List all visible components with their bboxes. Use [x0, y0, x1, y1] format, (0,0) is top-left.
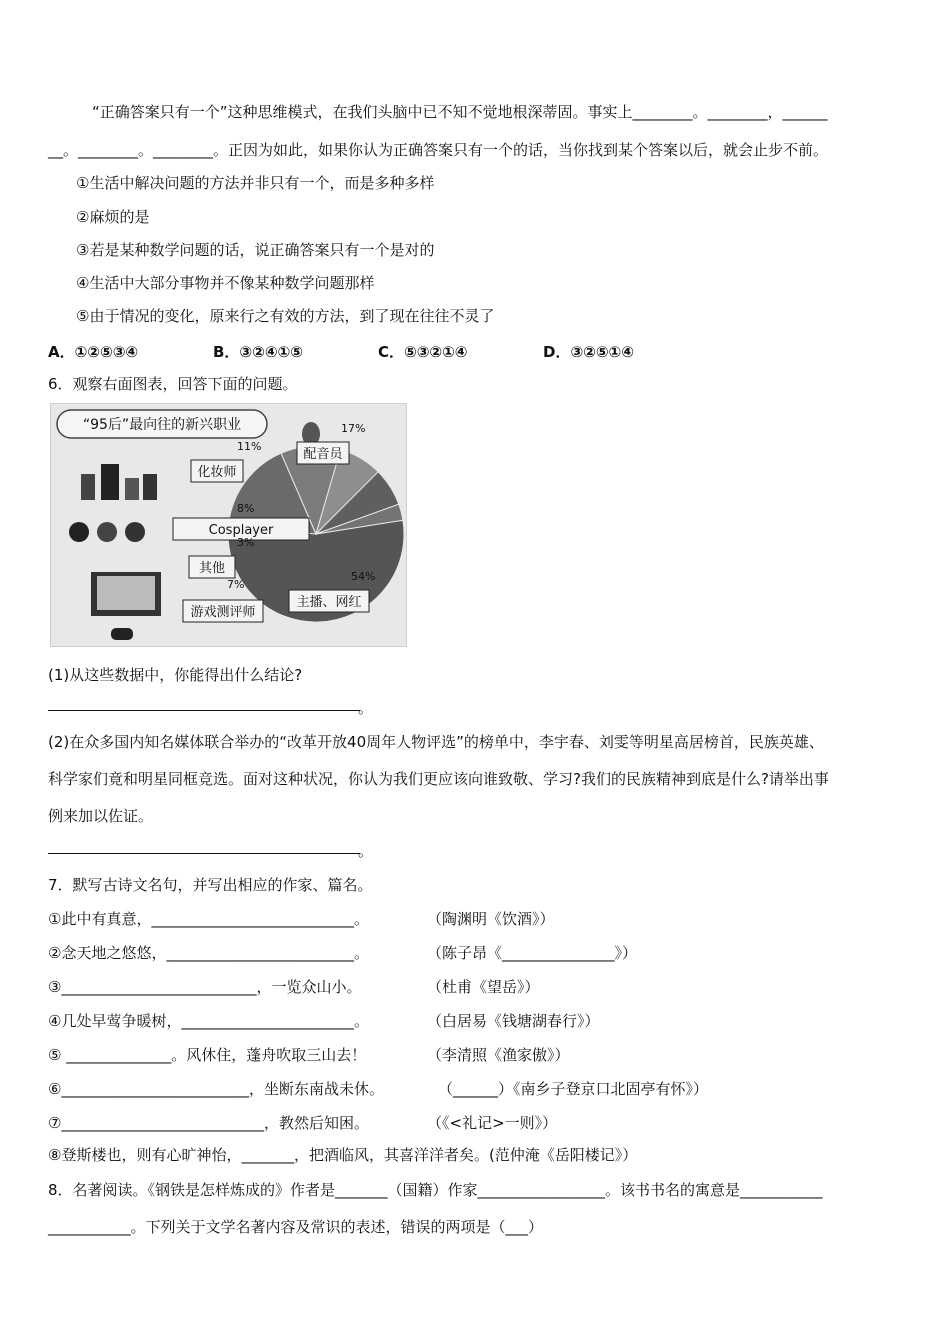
q5-item-5: ⑤由于情况的变化，原来行之有效的方法，到了现在往往不灵了 — [76, 307, 495, 325]
q5-line1: “正确答案只有一个”这种思维模式，在我们头脑中已不知不觉地根深蒂固。事实上________。________，______ — [92, 103, 828, 121]
slice-category-label: 配音员 — [303, 447, 343, 462]
q7-line-text[interactable]: ⑦___________________________，教然后知困。 — [48, 1114, 369, 1132]
slice-category-label: 其他 — [198, 561, 226, 576]
laptop-screen — [97, 576, 155, 610]
slice-value-label: 3% — [237, 536, 255, 549]
gamepad-icon — [111, 628, 133, 640]
cosmetic-icon — [143, 474, 157, 500]
q7-stem: 7．默写古诗文名句，并写出相应的作家、篇名。 — [48, 876, 373, 894]
slice-value-label: 54% — [351, 570, 376, 583]
pie-chart — [51, 404, 406, 646]
q7-line-source: （李清照《渔家傲》） — [427, 1046, 570, 1064]
q5-options — [48, 341, 748, 362]
q7-line-text[interactable]: ⑤ ______________。风休住，蓬舟吹取三山去！ — [48, 1046, 367, 1064]
slice-value-label: 8% — [237, 502, 255, 515]
q6-sub1: (1)从这些数据中，你能得出什么结论? — [48, 666, 303, 684]
slice-category-label: 游戏测评师 — [190, 605, 256, 620]
q8-line2: ___________。下列关于文学名著内容及常识的表述，错误的两项是（___） — [48, 1218, 544, 1236]
slice-category-label: Cosplayer — [208, 523, 274, 538]
q5-line2: __。________。________。正因为如此，如果你认为正确答案只有一个的话，当你找到某个答案以后，就会止步不前。 — [48, 141, 829, 159]
q7-line-text[interactable]: ⑥_________________________，坐断东南战未休。 — [48, 1080, 384, 1098]
answer-line-2[interactable] — [48, 853, 360, 854]
q7-line-source: （杜甫《望岳》） — [427, 978, 540, 996]
q5-item-2: ②麻烦的是 — [76, 208, 150, 226]
chart-title: “95后”最向往的新兴职业 — [82, 417, 242, 433]
bottle-icon — [125, 478, 139, 500]
q7-line-source: （陈子昂《_______________》） — [427, 944, 638, 962]
mask-icon — [97, 522, 117, 542]
slice-value-label: 11% — [237, 440, 262, 453]
pie-chart-figure — [50, 403, 407, 647]
q7-line-source: （《<礼记>一则》） — [427, 1114, 558, 1132]
q6-sub2-line3: 例来加以佐证。 — [48, 807, 154, 825]
q8-line1: 8．名著阅读。《钢铁是怎样炼成的》作者是_______（国籍）作家_________________。该书书名的寓意是___________ — [48, 1181, 823, 1199]
slice-category-label: 化妆师 — [197, 465, 237, 480]
option-d[interactable]: D．③②⑤①④ — [543, 343, 634, 361]
slice-value-label: 7% — [227, 578, 245, 591]
q7-line-text[interactable]: ③__________________________，一览众山小。 — [48, 978, 362, 996]
q7-line-source: （陶渊明《饮酒》） — [427, 910, 555, 928]
option-a[interactable]: A．①②⑤③④ — [48, 343, 139, 361]
answer-period-1: 。 — [358, 699, 374, 717]
q6-sub2-line2: 科学家们竟和明星同框竞选。面对这种状况，你认为我们更应该向谁致敬、学习?我们的民族精神到底是什么?请举出事 — [48, 770, 829, 788]
answer-period-2: 。 — [358, 842, 374, 860]
lipstick-icon — [81, 474, 95, 500]
q7-line-text[interactable]: ②念天地之悠悠，_________________________。 — [48, 944, 369, 962]
mask-icon — [125, 522, 145, 542]
option-b[interactable]: B．③②④①⑤ — [213, 343, 303, 361]
q7-line8: ⑧登斯楼也，则有心旷神怡，_______，把酒临风，其喜洋洋者矣。(范仲淹《岳阳楼记》） — [48, 1146, 638, 1164]
q7-line-text[interactable]: ①此中有真意，___________________________。 — [48, 910, 369, 928]
q7-line-source: （______）《南乡子登京口北固亭有怀》） — [438, 1080, 709, 1098]
option-c[interactable]: C．⑤③②①④ — [378, 343, 468, 361]
q6-sub2-line1: (2)在众多国内知名媒体联合举办的“改革开放40周年人物评选”的榜单中，李宇春、刘雯等明星高居榜首，民族英雄、 — [48, 733, 824, 751]
q7-line-text[interactable]: ④几处早莺争暖树，_______________________。 — [48, 1012, 369, 1030]
answer-line-1[interactable] — [48, 710, 360, 711]
q6-stem: 6．观察右面图表，回答下面的问题。 — [48, 375, 298, 393]
q5-item-1: ①生活中解决问题的方法并非只有一个，而是多种多样 — [76, 174, 435, 192]
q7-line-source: （白居易《钱塘湖春行》） — [427, 1012, 600, 1030]
q5-item-3: ③若是某种数学问题的话，说正确答案只有一个是对的 — [76, 241, 435, 259]
slice-category-label: 主播、网红 — [296, 595, 362, 610]
mask-icon — [69, 522, 89, 542]
brush-icon — [101, 464, 119, 500]
slice-value-label: 17% — [341, 422, 366, 435]
q5-item-4: ④生活中大部分事物并不像某种数学问题那样 — [76, 274, 375, 292]
